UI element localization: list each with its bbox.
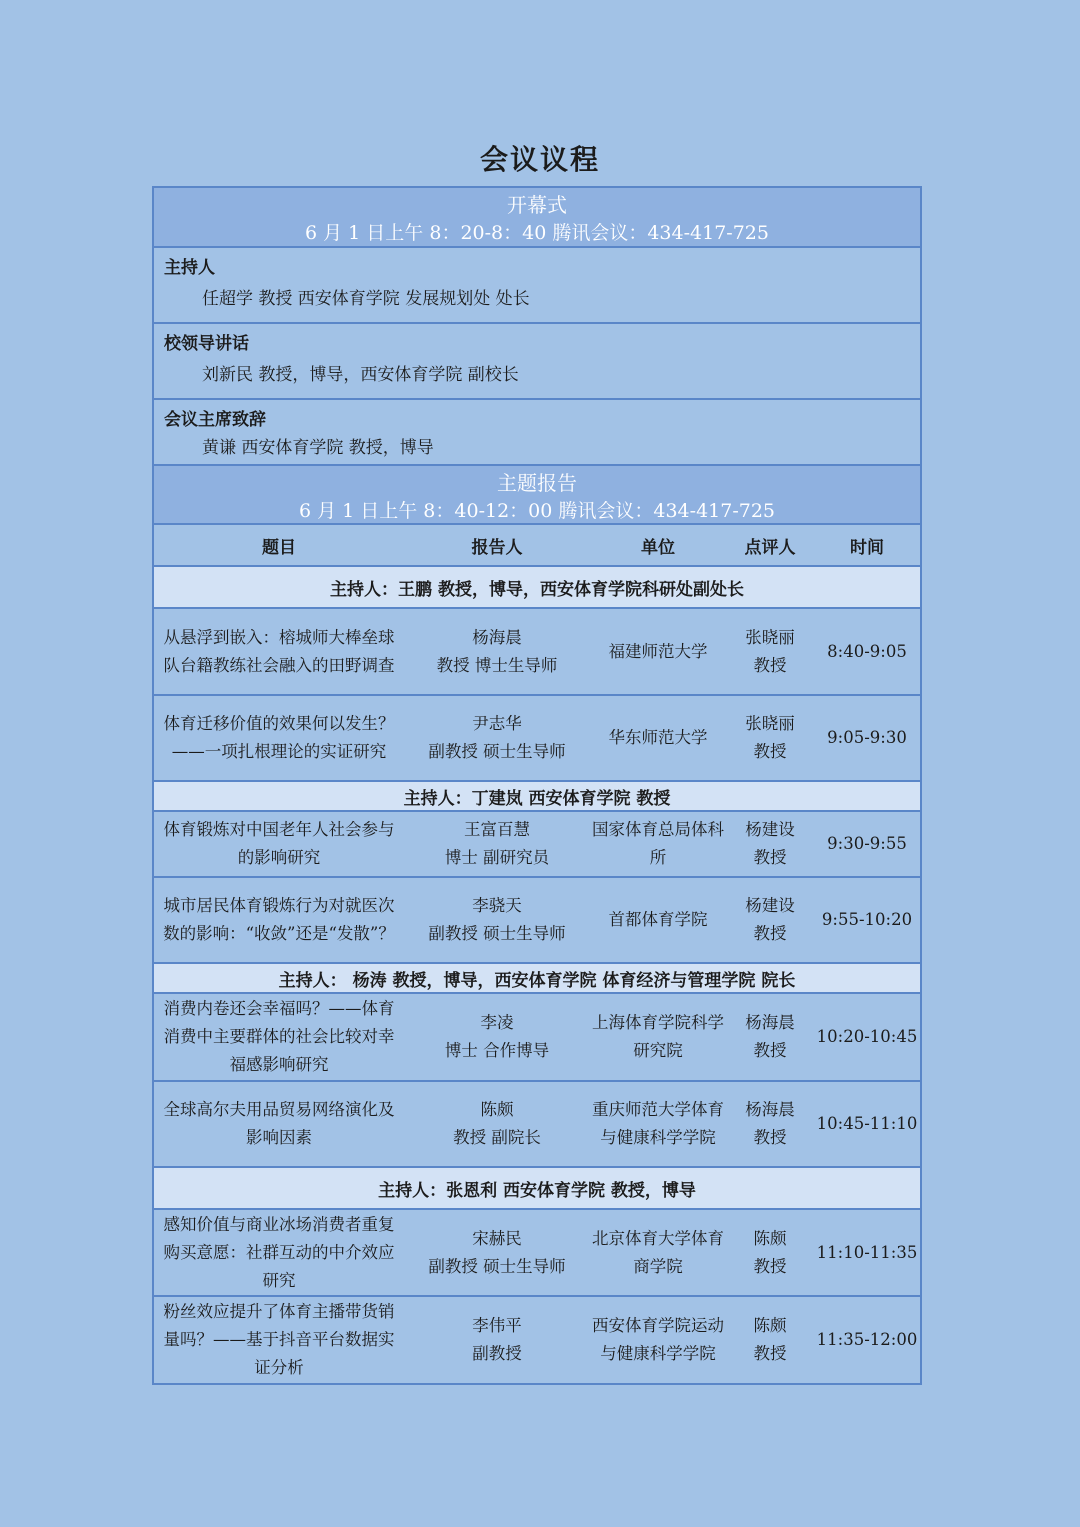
talk-topic: 粉丝效应提升了体育主播带货销量吗？——基于抖音平台数据实证分析 [163, 1302, 395, 1377]
keynote-heading: 主题报告 [497, 471, 577, 495]
talk-reviewer: 杨建设 教授 [745, 896, 795, 943]
talk-unit: 国家体育总局体科所 [592, 820, 724, 867]
column-header-speaker: 报告人 [471, 537, 523, 558]
opening-item [154, 324, 920, 400]
talk-topic: 城市居民体育锻炼行为对就医次数的影响：“收敛”还是“发散”？ [163, 896, 395, 943]
session-host: 主持人：王鹏 教授，博导，西安体育学院科研处副处长 [154, 567, 920, 609]
talk-speaker: 李凌 博士 合作博导 [444, 1013, 550, 1060]
session-host: 主持人：张恩利 西安体育学院 教授，博导 [154, 1168, 920, 1210]
opening-item [154, 400, 920, 466]
talk-unit: 北京体育大学体育商学院 [592, 1228, 724, 1276]
talk-speaker: 尹志华 副教授 硕士生导师 [428, 714, 566, 761]
talk-unit: 上海体育学院科学研究院 [592, 1013, 724, 1060]
agenda-table [152, 186, 922, 1385]
table-row [154, 1297, 920, 1383]
talk-speaker: 宋赫民 副教授 硕士生导师 [428, 1228, 566, 1276]
keynote-datetime: 6 月 1 日上午 8：40-12：00 腾讯会议：434-417-725 [298, 500, 776, 522]
talk-topic: 体育锻炼对中国老年人社会参与的影响研究 [163, 820, 395, 867]
talk-topic: 从悬浮到嵌入：榕城师大棒垒球队台籍教练社会融入的田野调查 [163, 627, 395, 675]
table-row [154, 609, 920, 696]
talk-speaker: 陈颇 教授 副院长 [453, 1100, 541, 1147]
column-headers [154, 525, 920, 567]
talk-time: 10:45-11:10 [816, 1114, 918, 1133]
opening-item-label: 校领导讲话 [164, 334, 249, 354]
talk-topic: 感知价值与商业冰场消费者重复购买意愿：社群互动的中介效应研究 [163, 1214, 395, 1290]
talk-speaker: 王富百慧 博士 副研究员 [444, 820, 550, 867]
column-header-topic: 题目 [262, 537, 296, 558]
talk-unit: 首都体育学院 [608, 910, 708, 929]
talk-unit: 重庆师范大学体育与健康科学学院 [592, 1100, 724, 1147]
column-header-time: 时间 [850, 537, 884, 558]
opening-item-text: 刘新民 教授，博导，西安体育学院 副校长 [202, 365, 519, 385]
table-row [154, 994, 920, 1082]
talk-reviewer: 陈颇 教授 [753, 1316, 787, 1363]
talk-time: 11:10-11:35 [816, 1242, 918, 1262]
opening-item [154, 248, 920, 324]
talk-unit: 福建师范大学 [608, 641, 708, 661]
talk-time: 10:20-10:45 [816, 1027, 918, 1046]
talk-speaker: 李骁天 副教授 硕士生导师 [428, 896, 566, 943]
table-row [154, 696, 920, 782]
opening-item-text: 黄谦 西安体育学院 教授，博导 [202, 438, 434, 458]
opening-datetime: 6 月 1 日上午 8：20-8：40 腾讯会议：434-417-725 [305, 222, 769, 244]
table-row [154, 1082, 920, 1168]
session-host: 主持人： 杨涛 教授，博导，西安体育学院 体育经济与管理学院 院长 [154, 964, 920, 994]
talk-reviewer: 陈颇 教授 [753, 1228, 787, 1276]
talk-reviewer: 张晓丽 教授 [745, 627, 795, 675]
opening-item-label: 会议主席致辞 [164, 410, 266, 430]
talk-unit: 西安体育学院运动与健康科学学院 [592, 1316, 724, 1363]
column-header-unit: 单位 [641, 537, 675, 558]
talk-unit: 华东师范大学 [608, 728, 708, 747]
table-row [154, 1210, 920, 1297]
page-title: 会议议程 [479, 143, 600, 176]
opening-header [154, 188, 920, 248]
talk-topic: 消费内卷还会幸福吗？——体育消费中主要群体的社会比较对幸福感影响研究 [163, 999, 395, 1074]
talk-reviewer: 张晓丽 教授 [745, 714, 795, 761]
talk-speaker: 杨海晨 教授 博士生导师 [436, 627, 558, 675]
opening-item-text: 任超学 教授 西安体育学院 发展规划处 处长 [202, 289, 530, 309]
talk-time: 9:30-9:55 [827, 834, 907, 853]
talk-speaker: 李伟平 副教授 [472, 1316, 522, 1363]
keynote-header [154, 466, 920, 525]
talk-reviewer: 杨海晨 教授 [745, 1100, 795, 1147]
talk-reviewer: 杨建设 教授 [745, 820, 795, 867]
table-row [154, 812, 920, 878]
talk-time: 11:35-12:00 [816, 1330, 918, 1349]
opening-heading: 开幕式 [507, 193, 567, 217]
talk-topic: 体育迁移价值的效果何以发生？——一项扎根理论的实证研究 [163, 714, 395, 761]
column-header-reviewer: 点评人 [744, 537, 796, 558]
table-row [154, 878, 920, 964]
talk-topic: 全球高尔夫用品贸易网络演化及影响因素 [163, 1100, 395, 1147]
session-host: 主持人：丁建岚 西安体育学院 教授 [154, 782, 920, 812]
opening-item-label: 主持人 [164, 258, 215, 278]
talk-time: 9:55-10:20 [821, 910, 913, 929]
talk-time: 9:05-9:30 [827, 728, 907, 747]
talk-reviewer: 杨海晨 教授 [745, 1013, 795, 1060]
talk-time: 8:40-9:05 [827, 641, 907, 661]
